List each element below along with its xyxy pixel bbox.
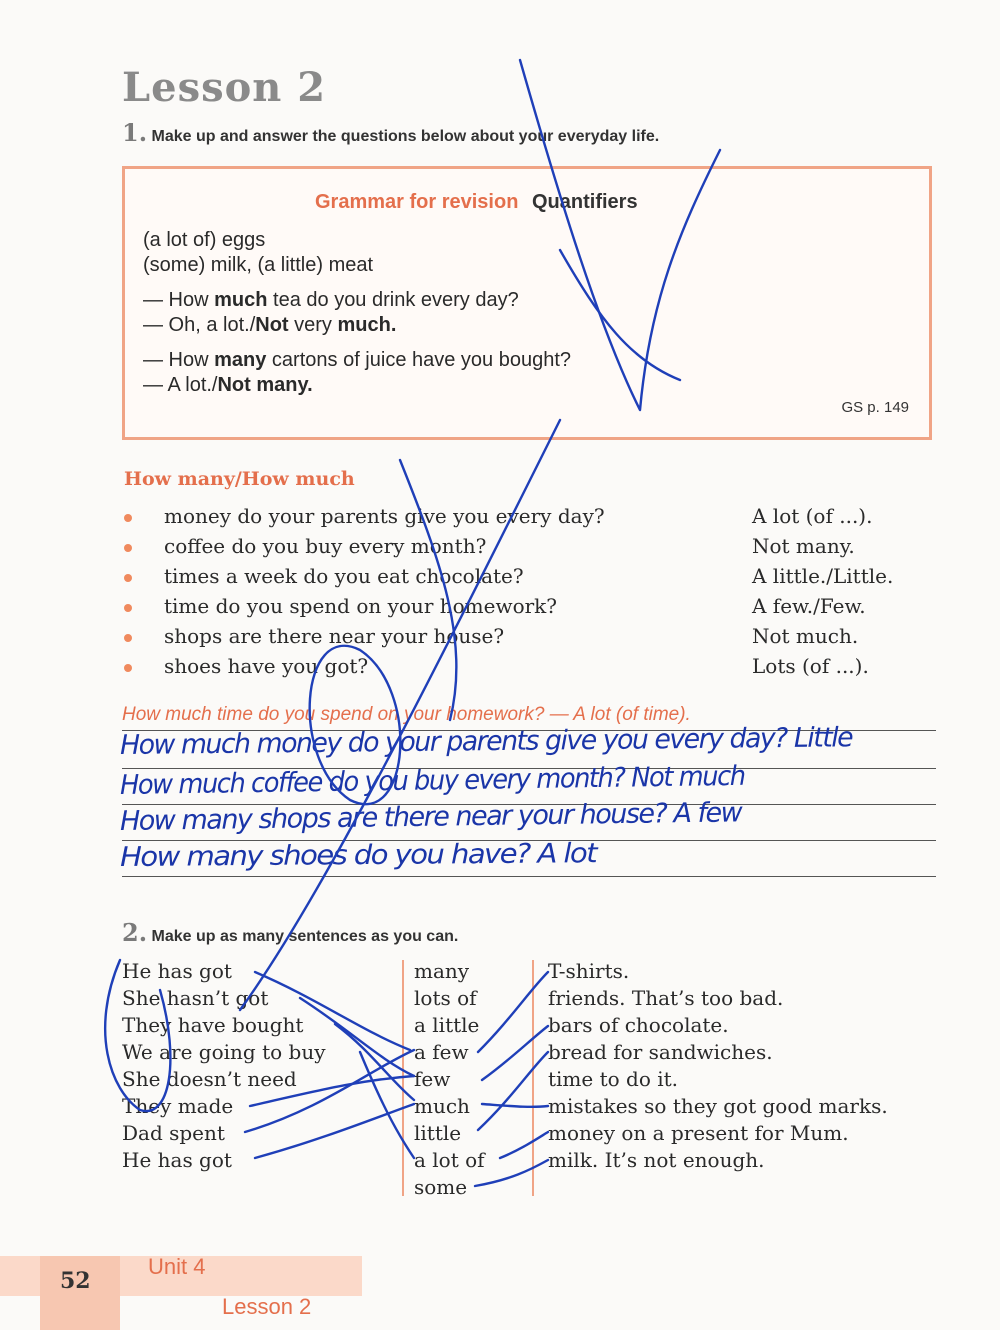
endings-column [548, 958, 888, 1174]
task1-header [122, 118, 659, 147]
footer-unit: Unit 4 [148, 1254, 206, 1279]
text: very [288, 314, 338, 336]
list-item [124, 654, 944, 684]
ink-match [475, 1160, 548, 1186]
list-item [124, 594, 944, 624]
text: — How [143, 349, 215, 371]
question-text: coffee do you buy every month? [164, 534, 487, 558]
ending-item: time to do it. [548, 1067, 679, 1091]
ending-item: mistakes so they got good marks. [548, 1094, 888, 1118]
quantifier-item: lots of [414, 986, 477, 1010]
bold-text: Not many. [217, 374, 313, 396]
column-divider [532, 960, 534, 1196]
task2-header [122, 918, 458, 947]
task2-instruction: Make up as many sentences as you can. [151, 928, 459, 945]
question-text: money do your parents give you every day? [164, 504, 605, 528]
subject-item: We are going to buy [122, 1040, 326, 1064]
subject-item: They made [122, 1094, 234, 1118]
footer-lesson: Lesson 2 [222, 1294, 312, 1319]
bullet-icon [124, 514, 132, 522]
question-text: shops are there near your house? [164, 624, 505, 648]
answer-option: Not many. [752, 534, 855, 558]
subject-item: She doesn’t need [122, 1067, 297, 1091]
subject-item: He has got [122, 959, 232, 983]
page-number: 52 [60, 1268, 91, 1294]
ending-item: T-shirts. [548, 959, 630, 983]
task2-number: 2. [122, 918, 148, 947]
subject-item: She hasn’t got [122, 986, 269, 1010]
bold-text: much. [337, 314, 397, 336]
list-item [124, 564, 944, 594]
quantifier-item: a lot of [414, 1148, 485, 1172]
quantifier-item: little [414, 1121, 462, 1145]
answer-option: Lots (of ...). [752, 654, 869, 678]
grammar-heading-dark: Quantifiers [531, 191, 638, 213]
column-divider [402, 960, 404, 1196]
list-item [124, 624, 944, 654]
ink-match [478, 1052, 548, 1130]
grammar-heading-red: Grammar for revision [315, 191, 519, 213]
task1-instruction: Make up and answer the questions below about your everyday life. [151, 128, 660, 145]
list-item [124, 504, 944, 534]
ink-match [482, 1104, 548, 1107]
how-many-how-much-heading: How many/How much [124, 468, 355, 490]
ink-match [482, 1026, 548, 1080]
task1-number: 1. [122, 118, 148, 147]
question-text: time do you spend on your homework? [164, 594, 558, 618]
grammar-dialog1-answer [143, 314, 396, 337]
ink-match [478, 972, 548, 1052]
answer-option: A lot (of ...). [752, 504, 873, 528]
ending-item: bread for sandwiches. [548, 1040, 773, 1064]
handwritten-answer: How much money do your parents give you every day? Little [119, 722, 853, 761]
bullet-icon [124, 604, 132, 612]
handwritten-answer: How many shoes do you have? A lot [119, 838, 597, 873]
bullet-icon [124, 634, 132, 642]
quantifier-item: many [414, 959, 470, 983]
ink-match [360, 1052, 414, 1158]
grammar-line-1: (a lot of) eggs [143, 229, 266, 251]
handwritten-answer: How much coffee do you buy every month? Not much [119, 760, 745, 801]
bold-text: many [214, 349, 267, 371]
subject-item: He has got [122, 1148, 232, 1172]
subject-item: They have bought [122, 1013, 304, 1037]
subject-item: Dad spent [122, 1121, 225, 1145]
example-answer: How much time do you spend on your homework? — A lot (of time). [122, 704, 691, 725]
grammar-reference: GS p. 149 [841, 399, 909, 416]
ending-item: milk. It’s not enough. [548, 1148, 765, 1172]
grammar-dialog2-question [143, 349, 571, 372]
grammar-box [122, 166, 932, 440]
text: — How [143, 289, 215, 311]
question-text: times a week do you eat chocolate? [164, 564, 524, 588]
bold-text: much [214, 289, 268, 311]
quantifier-item: a few [414, 1040, 469, 1064]
question-list [124, 504, 944, 684]
text: tea do you drink every day? [267, 289, 519, 311]
grammar-dialog1-question [143, 289, 519, 312]
quantifiers-column [414, 958, 485, 1201]
text: cartons of juice have you bought? [266, 349, 572, 371]
text: — Oh, a lot./ [143, 314, 256, 336]
list-item [124, 534, 944, 564]
quantifier-item: few [414, 1067, 451, 1091]
answer-option: A few./Few. [752, 594, 866, 618]
ending-item: bars of chocolate. [548, 1013, 729, 1037]
grammar-heading [315, 191, 638, 214]
question-text: shoes have you got? [164, 654, 369, 678]
lesson-title: Lesson 2 [122, 64, 327, 111]
bullet-icon [124, 664, 132, 672]
handwritten-answer: How many shops are there near your house? A few [119, 797, 742, 837]
ending-item: money on a present for Mum. [548, 1121, 849, 1145]
ending-item: friends. That’s too bad. [548, 986, 784, 1010]
text: — A lot./ [143, 374, 218, 396]
subjects-column [122, 958, 326, 1174]
answer-option: Not much. [752, 624, 859, 648]
grammar-dialog2-answer [143, 374, 313, 397]
ink-match [500, 1132, 548, 1158]
bold-text: Not [255, 314, 289, 336]
quantifier-item: a little [414, 1013, 480, 1037]
writing-line [122, 876, 936, 877]
quantifier-item: much [414, 1094, 470, 1118]
bullet-icon [124, 574, 132, 582]
answer-option: A little./Little. [752, 564, 894, 588]
quantifier-item: some [414, 1175, 468, 1199]
bullet-icon [124, 544, 132, 552]
grammar-line-2: (some) milk, (a little) meat [143, 254, 374, 276]
